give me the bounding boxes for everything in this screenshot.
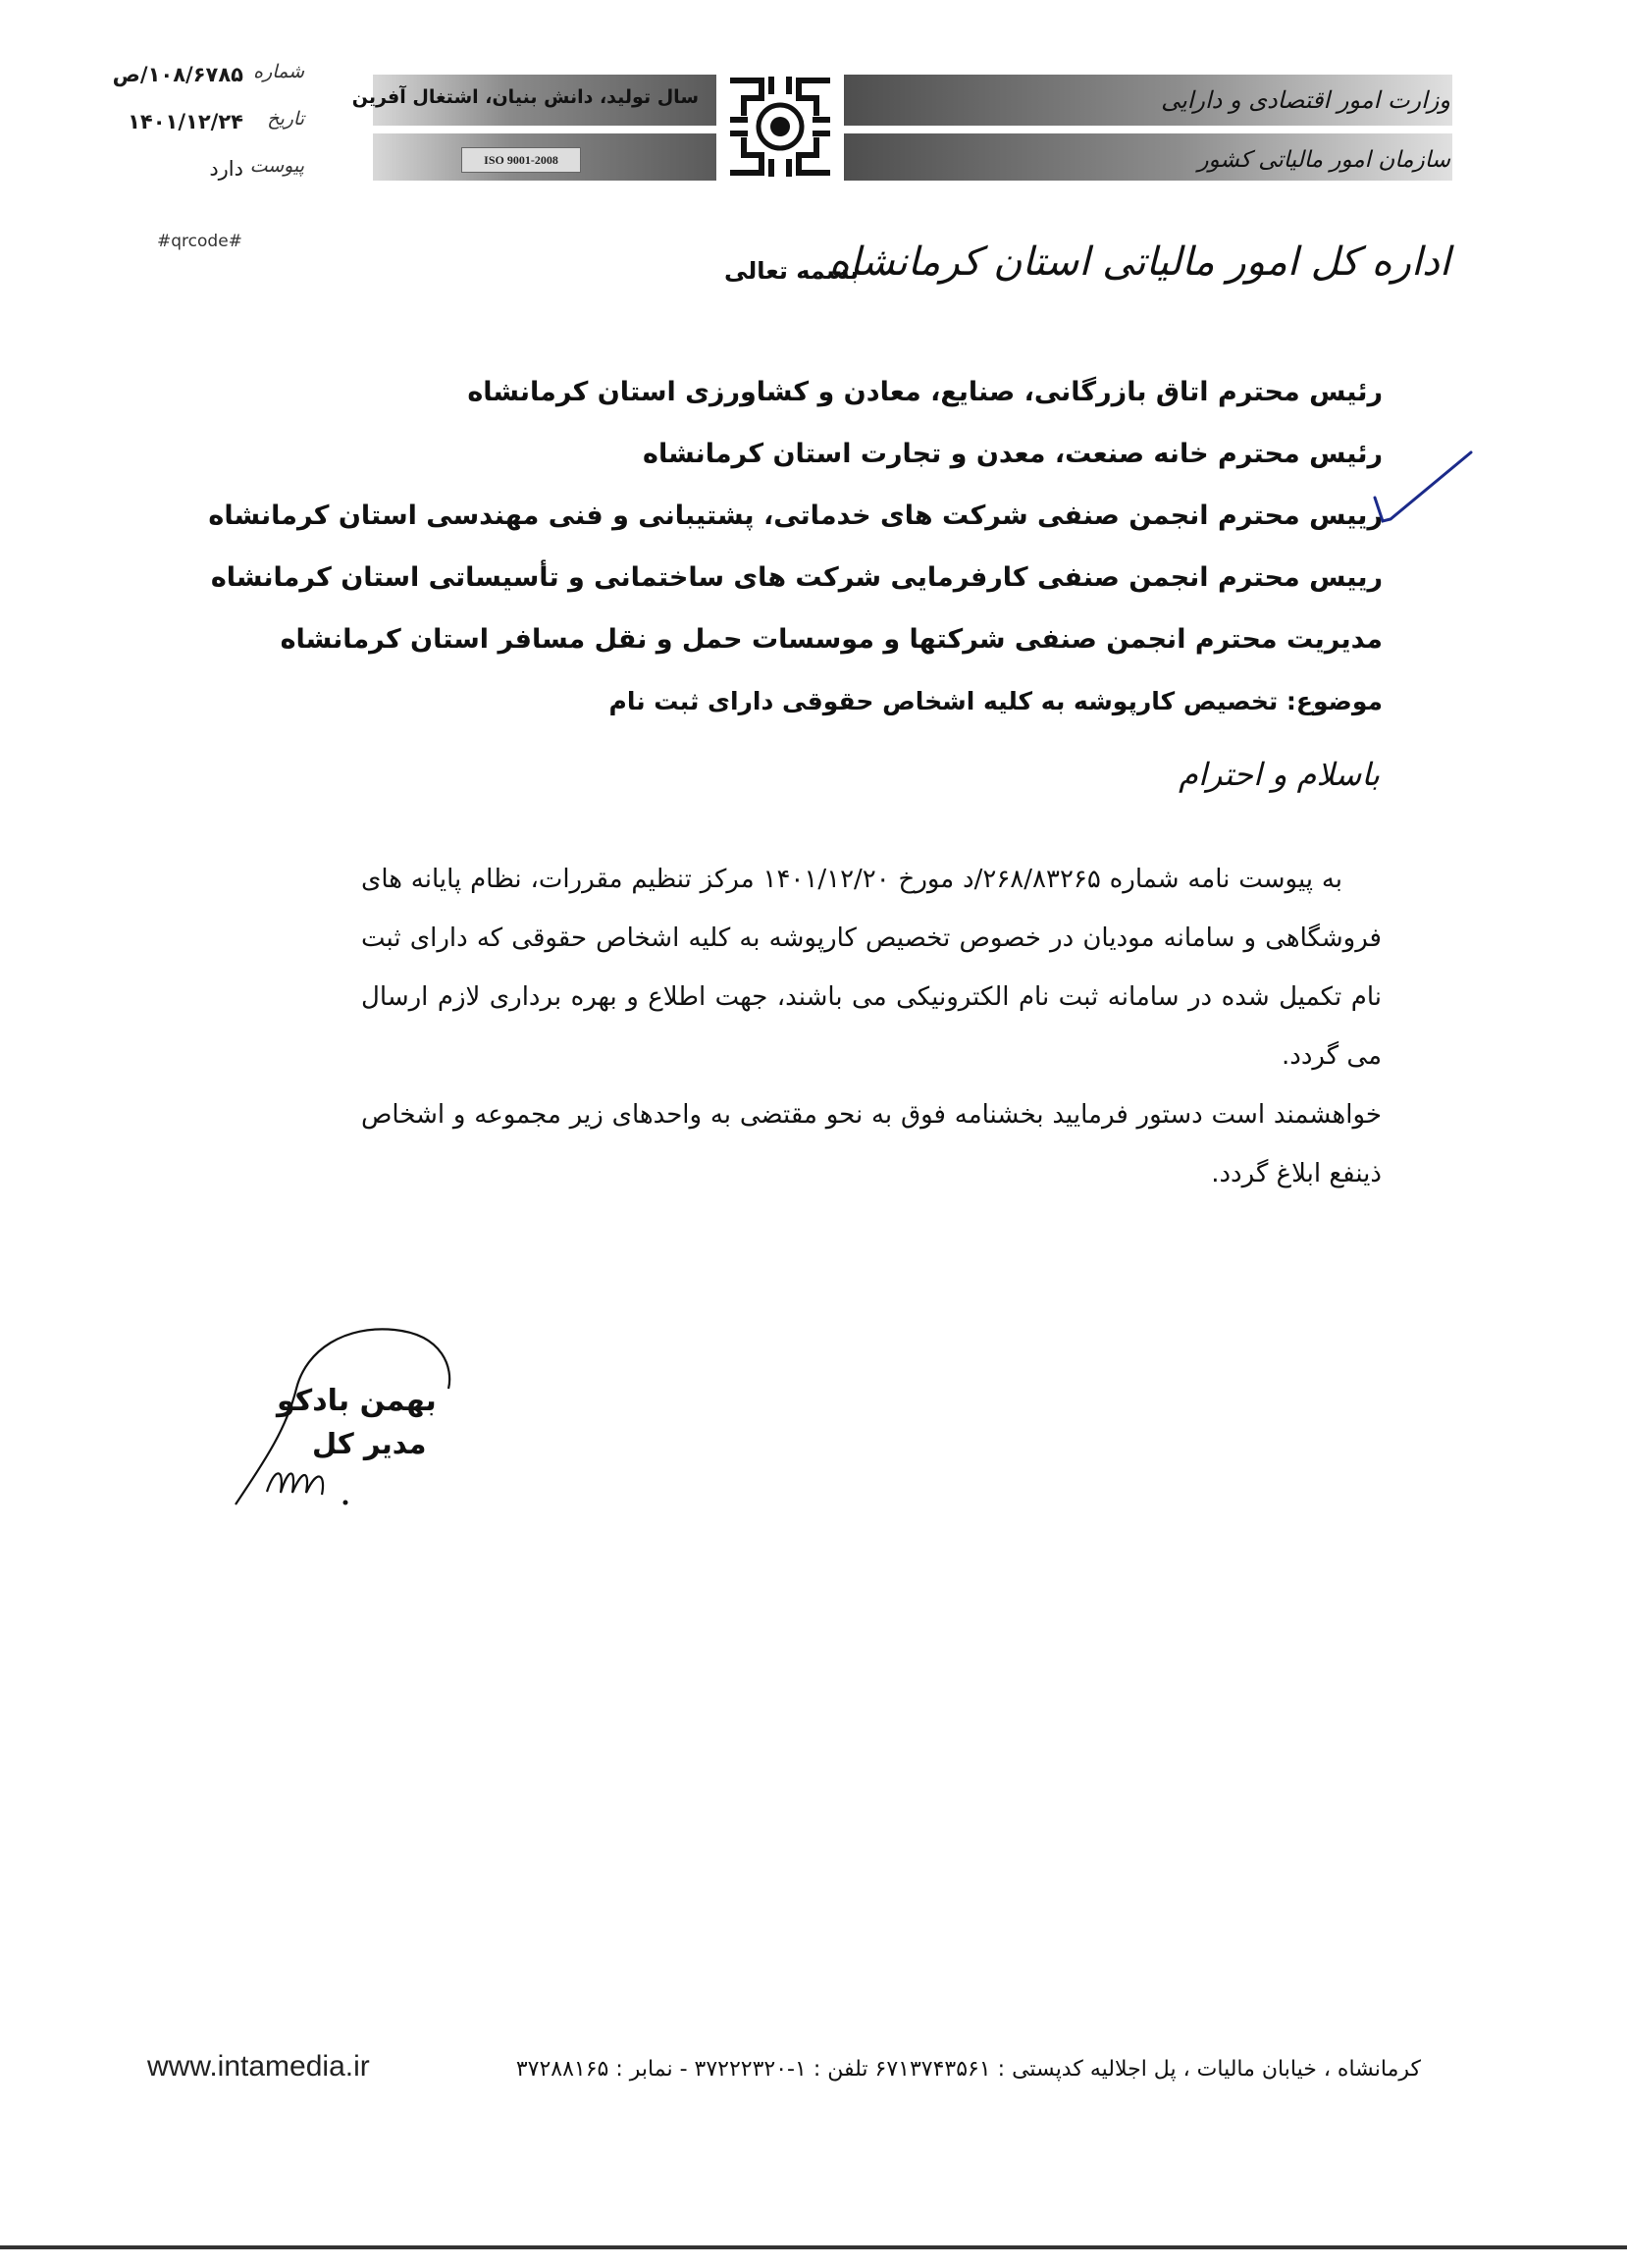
letter-date-value: ۱۴۰۱/۱۲/۲۴ bbox=[128, 110, 243, 133]
letter-date-label: تاریخ bbox=[267, 108, 304, 130]
footer-website: www.intamedia.ir bbox=[147, 2050, 370, 2083]
letter-date bbox=[108, 108, 304, 141]
letter-number-value: ۱۰۸/۶۷۸۵/ص bbox=[112, 63, 243, 86]
footer-address: کرمانشاه ، خیابان مالیات ، پل اجلالیه کدپستی : ۶۷۱۳۷۴۳۵۶۱ تلفن : ۱-۳۷۲۲۲۳۲۰ - نمابر : ۳۷۲۸۸۱۶۵ bbox=[515, 2057, 1421, 2082]
recipient-line: رئیس محترم اتاق بازرگانی، صنایع، معادن و کشاورزی استان کرمانشاه bbox=[467, 377, 1383, 407]
letter-attachment-value: دارد bbox=[209, 157, 243, 181]
recipient-line: مدیریت محترم انجمن صنفی شرکتها و موسسات حمل و نقل مسافر استان کرمانشاه bbox=[280, 624, 1383, 655]
signatory-title: مدیر کل bbox=[312, 1427, 427, 1460]
basmala: بسمه تعالی bbox=[724, 257, 860, 285]
letter-number-label: شماره bbox=[253, 61, 304, 82]
letter-attachment bbox=[108, 155, 304, 188]
year-slogan: سال تولید، دانش بنیان، اشتغال آفرین bbox=[351, 86, 699, 108]
letter-subject: موضوع: تخصیص کارپوشه به کلیه اشخاص حقوقی دارای ثبت نام bbox=[608, 687, 1383, 715]
recipient-line: رییس محترم انجمن صنفی شرکت های خدماتی، پشتیبانی و فنی مهندسی استان کرمانشاه bbox=[208, 501, 1383, 531]
recipient-line: رییس محترم انجمن صنفی کارفرمایی شرکت های ساختمانی و تأسیساتی استان کرمانشاه bbox=[210, 562, 1383, 593]
body-paragraph: به پیوست نامه شماره ۲۶۸/۸۳۲۶۵/د مورخ ۱۴۰۱/۱۲/۲۰ مرکز تنظیم مقررات، نظام پایانه های فروشگاهی و سامانه مودیان در خصوص تخصیص کارپوشه به کلیه اشخاص حقوقی که دارای ثبت نام تکمیل شده در سامانه ثبت نام الکترونیکی می باشند، جهت اطلاع و بهره برداری لازم ارسال می گردد. bbox=[361, 865, 1382, 1071]
letter-body bbox=[361, 850, 1382, 1203]
recipients-list bbox=[208, 361, 1383, 670]
letter-attachment-label: پیوست bbox=[249, 155, 304, 177]
signatory-name: بهمن بادکو bbox=[277, 1384, 437, 1418]
handwritten-signature bbox=[228, 1320, 473, 1516]
iso-badge: ISO 9001-2008 bbox=[461, 147, 581, 173]
slogan-band bbox=[351, 75, 716, 126]
body-paragraph: خواهشمند است دستور فرمایید بخشنامه فوق به نحو مقتضی به واحدهای زیر مجموعه و اشخاص ذینفع ابلاغ گردد. bbox=[361, 1100, 1382, 1188]
greeting: باسلام و احترام bbox=[1179, 756, 1380, 793]
tax-organization-emblem-icon bbox=[722, 69, 838, 185]
letter-number bbox=[108, 61, 304, 94]
bottom-divider bbox=[0, 2245, 1627, 2249]
ministry-name: وزارت امور اقتصادی و دارایی bbox=[1161, 86, 1450, 114]
office-title: اداره کل امور مالیاتی استان کرمانشاه bbox=[828, 239, 1450, 285]
check-mark-icon bbox=[1369, 447, 1477, 535]
organization-name: سازمان امور مالیاتی کشور bbox=[1197, 147, 1450, 173]
recipient-line: رئیس محترم خانه صنعت، معدن و تجارت استان کرمانشاه bbox=[643, 439, 1383, 469]
qrcode-placeholder: #qrcode# bbox=[157, 232, 242, 251]
